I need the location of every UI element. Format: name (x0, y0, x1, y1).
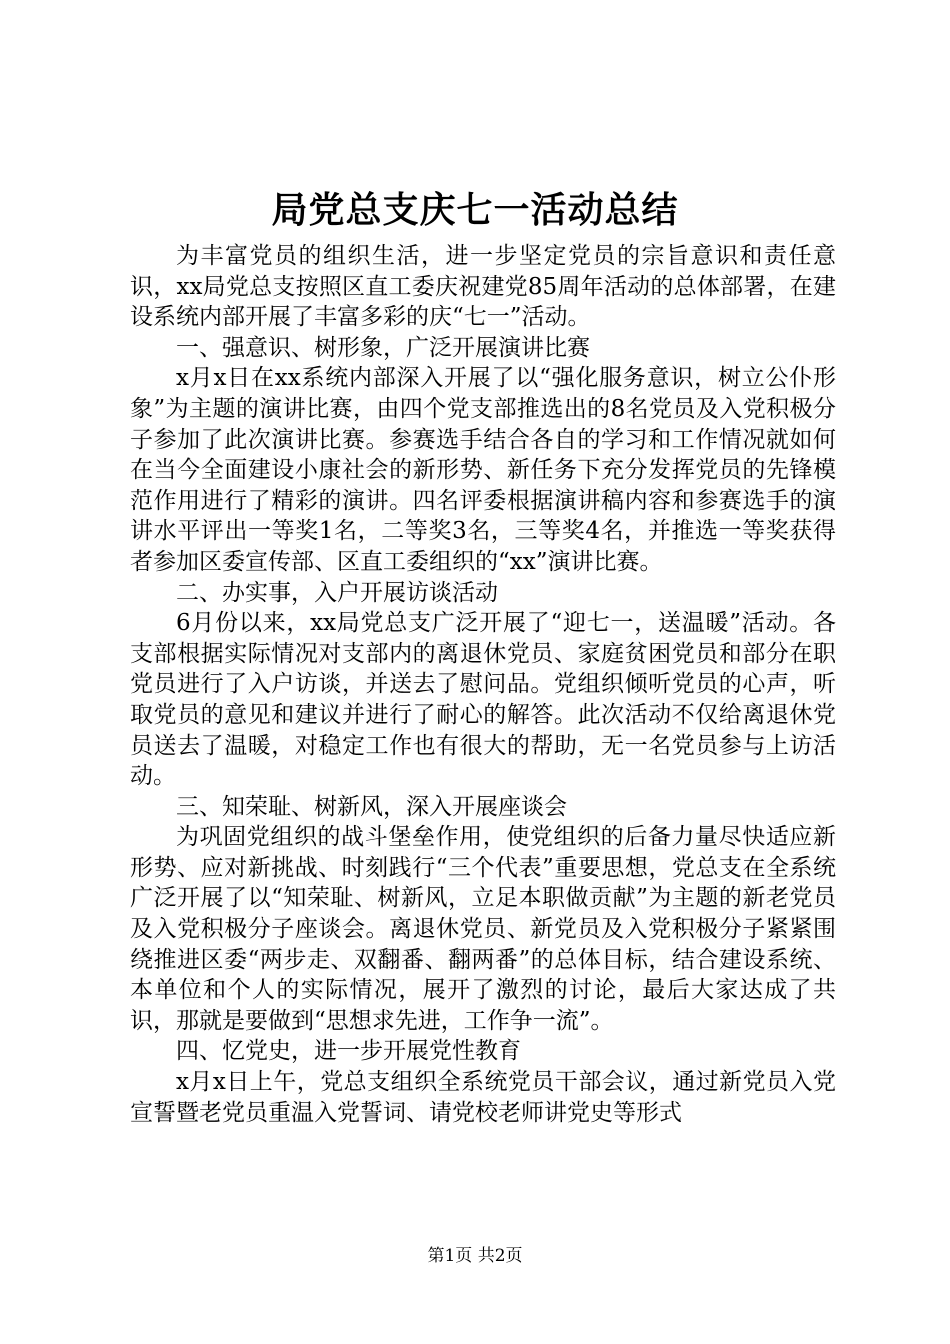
page-number-footer: 第1页 共2页 (427, 1246, 523, 1266)
section-heading-4: 四、忆党史，进一步开展党性教育 (176, 1038, 521, 1065)
section-paragraph-2: 6月份以来，xx局党总支广泛开展了“迎七一，送温暖”活动。各支部根据实际情况对支部内的离退休党员、家庭贫困党员和部分在职党员进行了入户访谈，并送去了慰问品。党组织倾听党员的心声，听取党员的意见和建议并进行了耐心的解答。此次活动不仅给离退休党员送去了温暖，对稳定工作也有很大的帮助，无一名党员参与上访活动。 (130, 610, 836, 790)
section-paragraph-4: x月x日上午，党总支组织全系统党员干部会议，通过新党员入党宣誓暨老党员重温入党誓词、请党校老师讲党史等形式 (130, 1069, 836, 1126)
section-paragraph-3: 为巩固党组织的战斗堡垒作用，使党组织的后备力量尽快适应新形势、应对新挑战、时刻践行“三个代表”重要思想，党总支在全系统广泛开展了以“知荣耻、树新风，立足本职做贡献”为主题的新老党员及入党积极分子座谈会。离退休党员、新党员及入党积极分子紧紧围绕推进区委“两步走、双翻番、翻两番”的总体目标，结合建设系统、本单位和个人的实际情况，展开了激烈的讨论，最后大家达成了共识，那就是要做到“思想求先进，工作争一流”。 (130, 824, 836, 1034)
intro-paragraph: 为丰富党员的组织生活，进一步坚定党员的宗旨意识和责任意识，xx局党总支按照区直工委庆祝建党85周年活动的总体部署，在建设系统内部开展了丰富多彩的庆“七一”活动。 (130, 243, 836, 331)
section-heading-2: 二、办实事，入户开展访谈活动 (176, 579, 498, 606)
section-heading-3: 三、知荣耻、树新风，深入开展座谈会 (176, 793, 567, 820)
document-title: 局党总支庆七一活动总结 (271, 189, 679, 231)
section-heading-1: 一、强意识、树形象，广泛开展演讲比赛 (176, 334, 590, 361)
document-body (130, 241, 836, 1128)
section-paragraph-1: x月x日在xx系统内部深入开展了以“强化服务意识，树立公仆形象”为主题的演讲比赛，由四个党支部推选出的8名党员及入党积极分子参加了此次演讲比赛。参赛选手结合各自的学习和工作情况就如何在当今全面建设小康社会的新形势、新任务下充分发挥党员的先锋模范作用进行了精彩的演讲。四名评委根据演讲稿内容和参赛选手的演讲水平评出一等奖1名，二等奖3名，三等奖4名，并推选一等奖获得者参加区委宣传部、区直工委组织的“xx”演讲比赛。 (130, 365, 836, 575)
